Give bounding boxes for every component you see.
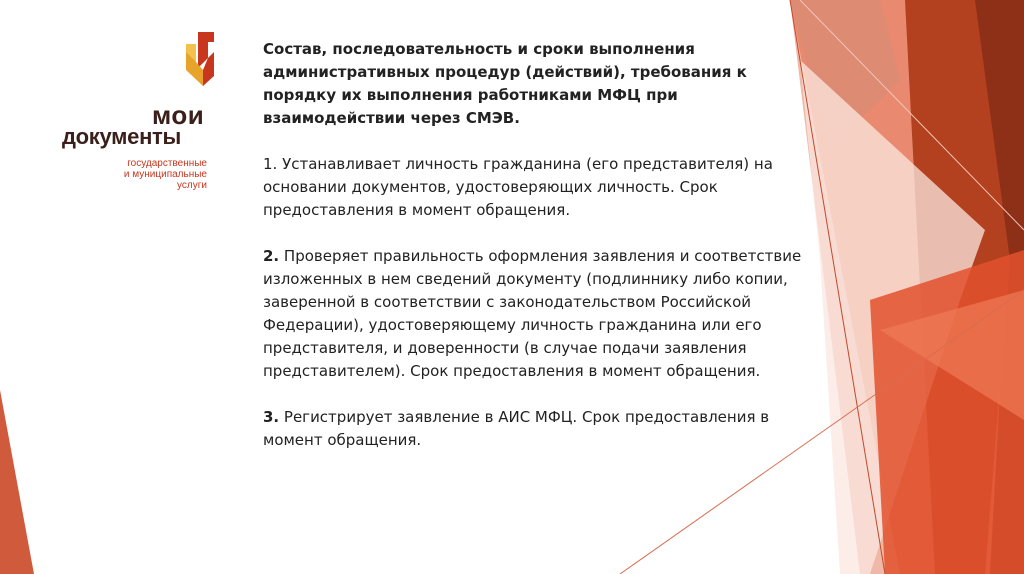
logo-subtitle-line1: государственные (127, 158, 207, 169)
list-item (263, 153, 803, 222)
item-number: 3. (263, 408, 280, 426)
logo-subtitle (95, 158, 207, 191)
slide-heading: Состав, последовательность и сроки выполнения административных процедур (действий), требования к порядку их выполнения работниками МФЦ при взаимодействии через СМЭВ. (263, 40, 747, 127)
logo-mark-icon (184, 32, 222, 90)
logo (60, 30, 220, 191)
item-text: Устанавливает личность гражданина (его представителя) на основании документов, удостоверяющих личность. Срок предоставления в момент обращения. (263, 155, 773, 219)
item-number: 1. (263, 155, 278, 173)
left-edge-strip (0, 390, 34, 574)
item-text: Регистрирует заявление в АИС МФЦ. Срок предоставления в момент обращения. (263, 408, 770, 449)
logo-brand-line2: документы (62, 124, 182, 149)
item-number: 2. (263, 247, 280, 265)
slide-content (263, 38, 803, 452)
logo-brand-line1: мои (152, 100, 205, 130)
item-text: Проверяет правильность оформления заявления и соответствие изложенных в нем сведений документу (подлиннику либо копии, заверенной в соответствии с законодательством Российской Федерации), удостоверяющему личность гражданина или его представителя, и доверенности (в случае подачи заявления представителем). Срок предоставления в момент обращения. (263, 247, 802, 380)
list-item (263, 245, 803, 383)
logo-subtitle-line2: и муниципальные услуги (123, 169, 207, 191)
list-item (263, 406, 803, 452)
